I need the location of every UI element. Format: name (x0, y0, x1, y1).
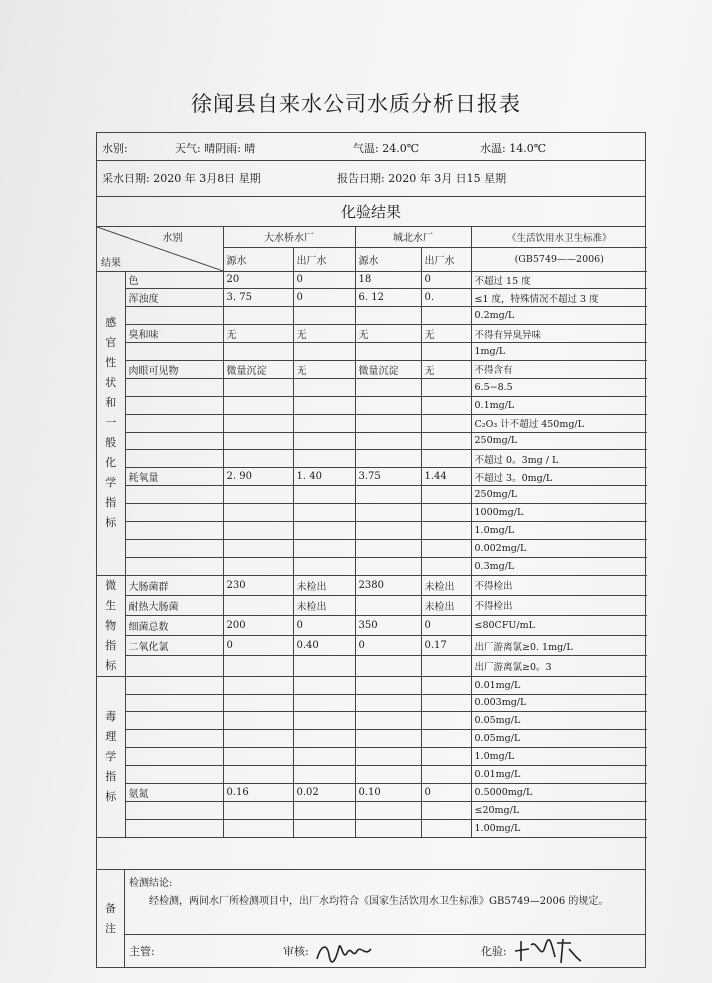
notes-label-text: 备注 (105, 901, 116, 935)
cell-plant1_source (223, 378, 293, 396)
cell-plant2_source (355, 730, 421, 748)
table-row (97, 595, 647, 615)
cell-plant1_source: 20 (223, 271, 293, 289)
cell-plant1_source: 2. 90 (223, 468, 293, 486)
notes-label (97, 870, 125, 967)
cell-plant2_source (355, 748, 421, 766)
cell-plant2_outlet (421, 557, 471, 575)
cell-plant2_outlet (421, 378, 471, 396)
cell-standard: 0.003mg/L (471, 694, 647, 712)
report-date: 报告日期: 2020 年 3月 日15 星期 (337, 172, 507, 185)
table-row (97, 468, 647, 486)
cell-plant2_source (355, 414, 421, 432)
cell-plant1_outlet (293, 557, 355, 575)
cell-item (125, 450, 223, 468)
cell-plant1_outlet: 1. 40 (293, 468, 355, 486)
cell-plant1_source (223, 694, 293, 712)
cell-plant1_source: 0 (223, 636, 293, 656)
supervisor-label: 主管: (129, 945, 155, 958)
cell-plant2_source: 0 (355, 636, 421, 656)
table-row (97, 486, 647, 504)
standard-header-line2: (GB5749——2006) (471, 247, 647, 271)
water-type-label: 水别: (102, 142, 128, 155)
cell-plant2_outlet (421, 432, 471, 450)
cell-plant1_outlet (293, 801, 355, 819)
cell-plant2_source (355, 595, 421, 615)
cell-plant1_outlet (293, 694, 355, 712)
cell-plant1_outlet (293, 766, 355, 784)
cell-item (125, 504, 223, 522)
cell-plant1_outlet: 无 (293, 325, 355, 343)
cell-item: 氨氮 (125, 783, 223, 801)
cell-plant1_outlet (293, 432, 355, 450)
table-corner (97, 227, 223, 271)
table-row (97, 616, 647, 636)
category-label: 感官性状和一般化学指标 (105, 316, 117, 530)
table-row (97, 712, 647, 730)
cell-plant1_outlet (293, 539, 355, 557)
cell-plant2_outlet (421, 656, 471, 676)
report-frame (96, 132, 646, 968)
cell-plant2_outlet (421, 504, 471, 522)
cell-plant2_source (355, 343, 421, 361)
cell-plant2_outlet: 0 (421, 271, 471, 289)
reviewer-label: 审核: (283, 945, 309, 958)
category-label: 毒理学指标 (105, 709, 117, 803)
cell-plant1_outlet: 未检出 (293, 595, 355, 615)
cell-plant2_source (355, 307, 421, 325)
cell-plant1_outlet (293, 450, 355, 468)
table-row (97, 676, 647, 694)
cell-plant2_source (355, 450, 421, 468)
cell-plant1_source: 230 (223, 575, 293, 595)
cell-standard: 0.01mg/L (471, 676, 647, 694)
cell-standard: 0.1mg/L (471, 396, 647, 414)
cell-item (125, 819, 223, 837)
cell-standard: 不得有异臭异味 (471, 325, 647, 343)
cell-plant2_source (355, 712, 421, 730)
cell-plant1_source (223, 819, 293, 837)
cell-item (125, 557, 223, 575)
cell-plant1_outlet (293, 486, 355, 504)
cell-item (125, 539, 223, 557)
category-micro (97, 575, 125, 676)
cell-standard: 0.3mg/L (471, 557, 647, 575)
cell-item (125, 676, 223, 694)
cell-plant2_outlet (421, 539, 471, 557)
table-row (97, 539, 647, 557)
cell-plant2_outlet: 无 (421, 325, 471, 343)
table-row (97, 766, 647, 784)
conclusion-heading: 检测结论: (129, 878, 173, 889)
cell-plant1_outlet (293, 414, 355, 432)
cell-plant2_outlet (421, 676, 471, 694)
cell-plant2_source (355, 521, 421, 539)
cell-plant1_source (223, 504, 293, 522)
cell-plant2_outlet (421, 486, 471, 504)
weather-row (97, 133, 645, 161)
cell-plant1_source: 200 (223, 616, 293, 636)
signature-row (125, 934, 645, 968)
water-temperature: 水温: 14.0℃ (480, 142, 546, 155)
cell-plant1_outlet: 0.40 (293, 636, 355, 656)
cell-plant1_outlet (293, 396, 355, 414)
results-table (97, 227, 647, 838)
cell-plant2_source: 无 (355, 325, 421, 343)
cell-standard: 1.0mg/L (471, 748, 647, 766)
cell-plant2_source (355, 801, 421, 819)
cell-standard: 不超过 3。0mg/L (471, 468, 647, 486)
cell-plant2_outlet (421, 730, 471, 748)
cell-plant1_source (223, 656, 293, 676)
table-row (97, 325, 647, 343)
weather-label: 天气: 晴阴雨: 晴 (175, 142, 256, 155)
cell-plant2_source (355, 819, 421, 837)
notes-section (97, 869, 645, 967)
table-row (97, 783, 647, 801)
cell-item (125, 432, 223, 450)
cell-plant2_outlet (421, 450, 471, 468)
cell-item (125, 748, 223, 766)
cell-plant2_outlet (421, 414, 471, 432)
cell-plant2_source: 3.75 (355, 468, 421, 486)
cell-standard: 1.00mg/L (471, 819, 647, 837)
cell-plant1_source: 3. 75 (223, 289, 293, 307)
cell-plant1_outlet (293, 748, 355, 766)
cell-plant2_outlet: 未检出 (421, 575, 471, 595)
table-row (97, 343, 647, 361)
cell-plant2_source: 微量沉淀 (355, 360, 421, 378)
cell-standard: ≤20mg/L (471, 801, 647, 819)
cell-standard: ≤80CFU/mL (471, 616, 647, 636)
table-row (97, 432, 647, 450)
standard-header-line1: 《生活饮用水卫生标准》 (471, 227, 647, 247)
cell-item: 臭和味 (125, 325, 223, 343)
table-row (97, 819, 647, 837)
cell-plant1_outlet (293, 504, 355, 522)
cell-plant1_source (223, 486, 293, 504)
cell-plant1_source (223, 557, 293, 575)
cell-plant1_source (223, 539, 293, 557)
table-row (97, 360, 647, 378)
cell-standard: 1mg/L (471, 343, 647, 361)
cell-plant2_outlet (421, 307, 471, 325)
table-row (97, 730, 647, 748)
table-row (97, 557, 647, 575)
cell-plant2_outlet (421, 766, 471, 784)
category-sensory (97, 271, 125, 575)
cell-plant2_source: 2380 (355, 575, 421, 595)
table-row (97, 271, 647, 289)
cell-item (125, 486, 223, 504)
cell-plant1_outlet (293, 730, 355, 748)
tester-label: 化验: (481, 945, 507, 958)
cell-standard: 出厂游离氯≥0。3 (471, 656, 647, 676)
cell-item (125, 766, 223, 784)
cell-plant1_source (223, 432, 293, 450)
cell-plant1_source: 0.16 (223, 783, 293, 801)
cell-plant1_source (223, 595, 293, 615)
cell-plant2_source (355, 486, 421, 504)
cell-plant1_outlet (293, 712, 355, 730)
category-label: 微生物指标 (105, 578, 117, 672)
cell-item (125, 730, 223, 748)
sample-date: 采水日期: 2020 年 3月8日 星期 (102, 172, 261, 185)
cell-plant2_source: 18 (355, 271, 421, 289)
cell-plant2_source: 6. 12 (355, 289, 421, 307)
cell-plant2_outlet (421, 396, 471, 414)
cell-plant2_source: 0.10 (355, 783, 421, 801)
cell-standard: 250mg/L (471, 432, 647, 450)
cell-standard: 0.05mg/L (471, 712, 647, 730)
cell-plant1_source (223, 766, 293, 784)
cell-plant1_outlet: 无 (293, 360, 355, 378)
cell-plant2_source (355, 694, 421, 712)
plant2-header: 城北水厂 (355, 227, 471, 247)
cell-plant1_source (223, 801, 293, 819)
cell-item: 耐热大肠菌 (125, 595, 223, 615)
cell-plant2_outlet (421, 819, 471, 837)
cell-plant1_outlet: 0 (293, 289, 355, 307)
cell-standard: 出厂游离氯≥0. 1mg/L (471, 636, 647, 656)
cell-plant1_source: 无 (223, 325, 293, 343)
cell-standard: C₂O₃ 计不超过 450mg/L (471, 414, 647, 432)
cell-standard: 0.01mg/L (471, 766, 647, 784)
cell-item: 二氧化氯 (125, 636, 223, 656)
cell-item: 耗氧量 (125, 468, 223, 486)
cell-item (125, 694, 223, 712)
cell-standard: 不超过 0。3mg / L (471, 450, 647, 468)
cell-plant2_outlet: 0.17 (421, 636, 471, 656)
cell-standard: 6.5−8.5 (471, 378, 647, 396)
cell-item: 肉眼可见物 (125, 360, 223, 378)
cell-item (125, 414, 223, 432)
cell-plant1_outlet (293, 378, 355, 396)
cell-plant1_source (223, 748, 293, 766)
cell-plant2_outlet (421, 521, 471, 539)
cell-plant2_outlet (421, 343, 471, 361)
table-row (97, 801, 647, 819)
cell-item: 浑浊度 (125, 289, 223, 307)
cell-plant1_outlet (293, 819, 355, 837)
cell-item (125, 343, 223, 361)
cell-plant2_source (355, 396, 421, 414)
cell-plant2_source: 350 (355, 616, 421, 636)
conclusion-text: 经检测，两间水厂所检测项目中，出厂水均符合《国家生活饮用水卫生标准》GB5749—2006 的规定。 (149, 896, 609, 907)
cell-item (125, 307, 223, 325)
cell-plant1_source (223, 307, 293, 325)
air-temperature: 气温: 24.0℃ (353, 142, 419, 155)
cell-plant2_outlet: 1.44 (421, 468, 471, 486)
cell-plant2_outlet: 未检出 (421, 595, 471, 615)
section-title: 化验结果 (97, 197, 645, 227)
cell-plant1_outlet (293, 343, 355, 361)
cell-plant1_source (223, 343, 293, 361)
cell-item (125, 656, 223, 676)
tester-signature-icon (511, 935, 583, 967)
cell-plant1_source (223, 730, 293, 748)
corner-top-label: 水别 (162, 233, 183, 244)
category-toxic (97, 676, 125, 837)
cell-plant1_source (223, 521, 293, 539)
cell-item (125, 521, 223, 539)
report-title: 徐闻县自来水公司水质分析日报表 (191, 92, 521, 116)
cell-plant1_source (223, 712, 293, 730)
plant2-source-header: 源水 (355, 247, 421, 271)
table-row (97, 748, 647, 766)
cell-item (125, 712, 223, 730)
cell-item (125, 801, 223, 819)
cell-item: 细菌总数 (125, 616, 223, 636)
table-row (97, 504, 647, 522)
cell-plant2_source (355, 656, 421, 676)
reviewer-signature-icon (313, 937, 375, 967)
cell-plant1_source (223, 676, 293, 694)
cell-plant1_outlet (293, 521, 355, 539)
cell-plant2_outlet (421, 801, 471, 819)
cell-plant2_outlet: 0. (421, 289, 471, 307)
cell-plant1_source (223, 414, 293, 432)
cell-standard: 不得含有 (471, 360, 647, 378)
table-row (97, 414, 647, 432)
corner-bottom-label: 结果 (101, 257, 121, 269)
cell-standard: 1.0mg/L (471, 521, 647, 539)
date-row (97, 161, 645, 197)
cell-plant2_source (355, 432, 421, 450)
table-row (97, 307, 647, 325)
cell-plant2_source (355, 504, 421, 522)
cell-item: 大肠菌群 (125, 575, 223, 595)
cell-standard: 1000mg/L (471, 504, 647, 522)
cell-plant1_outlet: 0.02 (293, 783, 355, 801)
cell-standard: ≤1 度，特殊情况不超过 3 度 (471, 289, 647, 307)
table-row (97, 450, 647, 468)
cell-item (125, 396, 223, 414)
cell-standard: 不得检出 (471, 575, 647, 595)
table-row (97, 378, 647, 396)
cell-plant2_outlet: 0 (421, 783, 471, 801)
cell-plant2_source (355, 539, 421, 557)
cell-plant1_outlet: 未检出 (293, 575, 355, 595)
cell-plant2_source (355, 557, 421, 575)
cell-standard: 250mg/L (471, 486, 647, 504)
cell-plant2_outlet: 无 (421, 360, 471, 378)
cell-plant1_outlet (293, 307, 355, 325)
cell-plant2_outlet (421, 748, 471, 766)
cell-plant1_source (223, 396, 293, 414)
cell-standard: 不超过 15 度 (471, 271, 647, 289)
cell-plant2_outlet (421, 694, 471, 712)
cell-plant1_source (223, 450, 293, 468)
cell-standard: 0.002mg/L (471, 539, 647, 557)
plant1-source-header: 源水 (223, 247, 293, 271)
cell-plant2_source (355, 766, 421, 784)
table-row (97, 636, 647, 656)
plant2-outlet-header: 出厂水 (421, 247, 471, 271)
cell-standard: 0.5000mg/L (471, 783, 647, 801)
cell-item (125, 378, 223, 396)
cell-plant1_source: 微量沉淀 (223, 360, 293, 378)
table-row (97, 396, 647, 414)
cell-plant2_source (355, 676, 421, 694)
cell-standard: 不得检出 (471, 595, 647, 615)
cell-plant1_outlet: 0 (293, 271, 355, 289)
cell-standard: 0.2mg/L (471, 307, 647, 325)
cell-item: 色 (125, 271, 223, 289)
cell-plant1_outlet (293, 656, 355, 676)
cell-plant1_outlet: 0 (293, 616, 355, 636)
plant1-outlet-header: 出厂水 (293, 247, 355, 271)
plant1-header: 大水桥水厂 (223, 227, 355, 247)
cell-plant1_outlet (293, 676, 355, 694)
cell-plant2_source (355, 378, 421, 396)
table-row (97, 656, 647, 676)
cell-plant2_outlet (421, 712, 471, 730)
table-row (97, 694, 647, 712)
cell-standard: 0.05mg/L (471, 730, 647, 748)
table-row (97, 289, 647, 307)
table-row (97, 575, 647, 595)
cell-plant2_outlet: 0 (421, 616, 471, 636)
table-row (97, 521, 647, 539)
